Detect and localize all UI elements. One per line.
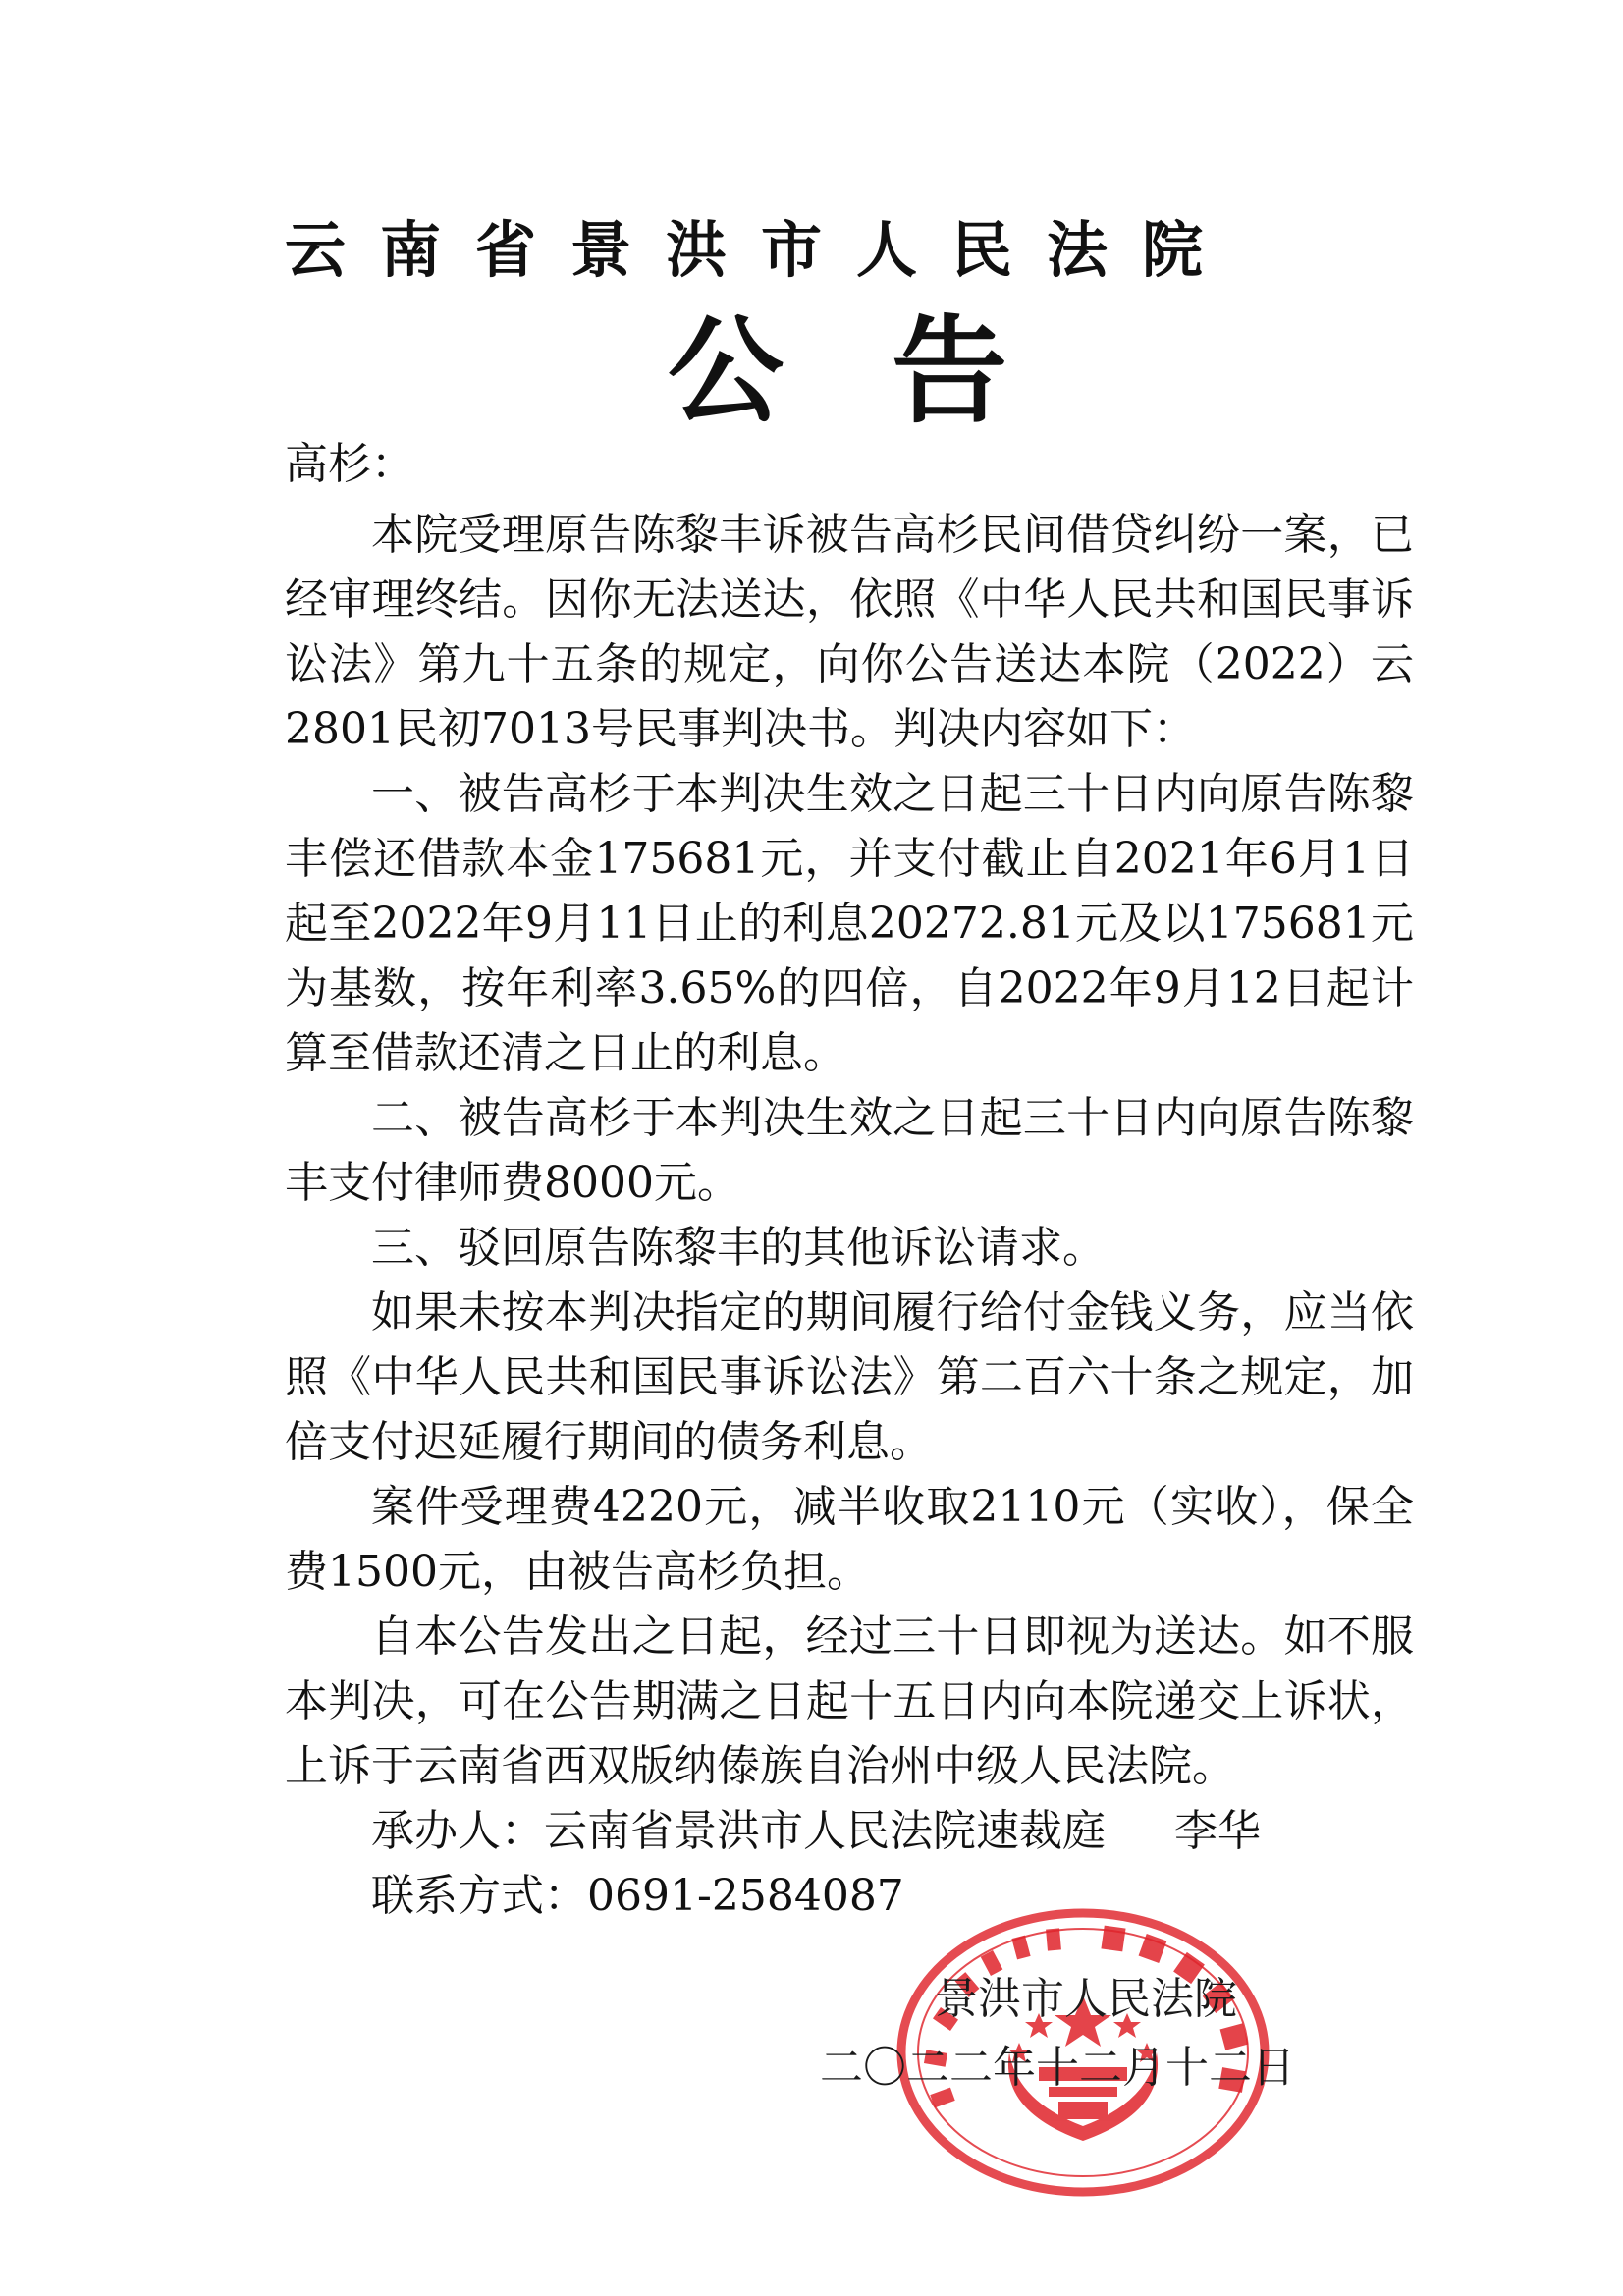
handler-line	[285, 1799, 1414, 1864]
paragraph-judgment-item-1: 一、被告高杉于本判决生效之日起三十日内向原告陈黎丰偿还借款本金175681元，并支付截止自2021年6月1日起至2022年9月11日止的利息20272.81元及以175681元为基数，按年利率3.65%的四倍，自2022年9月12日起计算至借款还清之日止的利息。	[285, 769, 1414, 1078]
paragraph-appeal: 自本公告发出之日起，经过三十日即视为送达。如不服本判决，可在公告期满之日起十五日内向本院递交上诉状，上诉于云南省西双版纳傣族自治州中级人民法院。	[285, 1612, 1414, 1791]
paragraph-case-intro: 本院受理原告陈黎丰诉被告高杉民间借贷纠纷一案，已经审理终结。因你无法送达，依照《中华人民共和国民事诉讼法》第九十五条的规定，向你公告送达本院（2022）云2801民初7013号民事判决书。判决内容如下：	[285, 510, 1414, 754]
contact-phone: 0691-2584087	[587, 1871, 904, 1921]
handler-label: 承办人：云南省景洪市人民法院速裁庭	[371, 1806, 1106, 1856]
signature-date: 二〇二二年十二月十二日	[820, 2043, 1295, 2093]
handler-name: 李华	[1174, 1806, 1261, 1856]
notice-title: 公告	[668, 303, 1116, 439]
notice-body	[285, 432, 1414, 1929]
court-name-heading: 云南省景洪市人民法院	[285, 214, 1238, 286]
paragraph-late-performance: 如果未按本判决指定的期间履行给付金钱义务，应当依照《中华人民共和国民事诉讼法》第二百六十条之规定，加倍支付迟延履行期间的债务利息。	[285, 1287, 1414, 1467]
paragraph-judgment-item-2: 二、被告高杉于本判决生效之日起三十日内向原告陈黎丰支付律师费8000元。	[285, 1093, 1414, 1208]
paragraph-judgment-item-3: 三、驳回原告陈黎丰的其他诉讼请求。	[371, 1223, 1106, 1273]
signature-court: 景洪市人民法院	[935, 1974, 1237, 2024]
contact-label: 联系方式：	[371, 1871, 587, 1921]
paragraph-fees: 案件受理费4220元，减半收取2110元（实收），保全费1500元，由被告高杉负担。	[285, 1482, 1414, 1597]
salutation: 高杉：	[285, 439, 414, 489]
